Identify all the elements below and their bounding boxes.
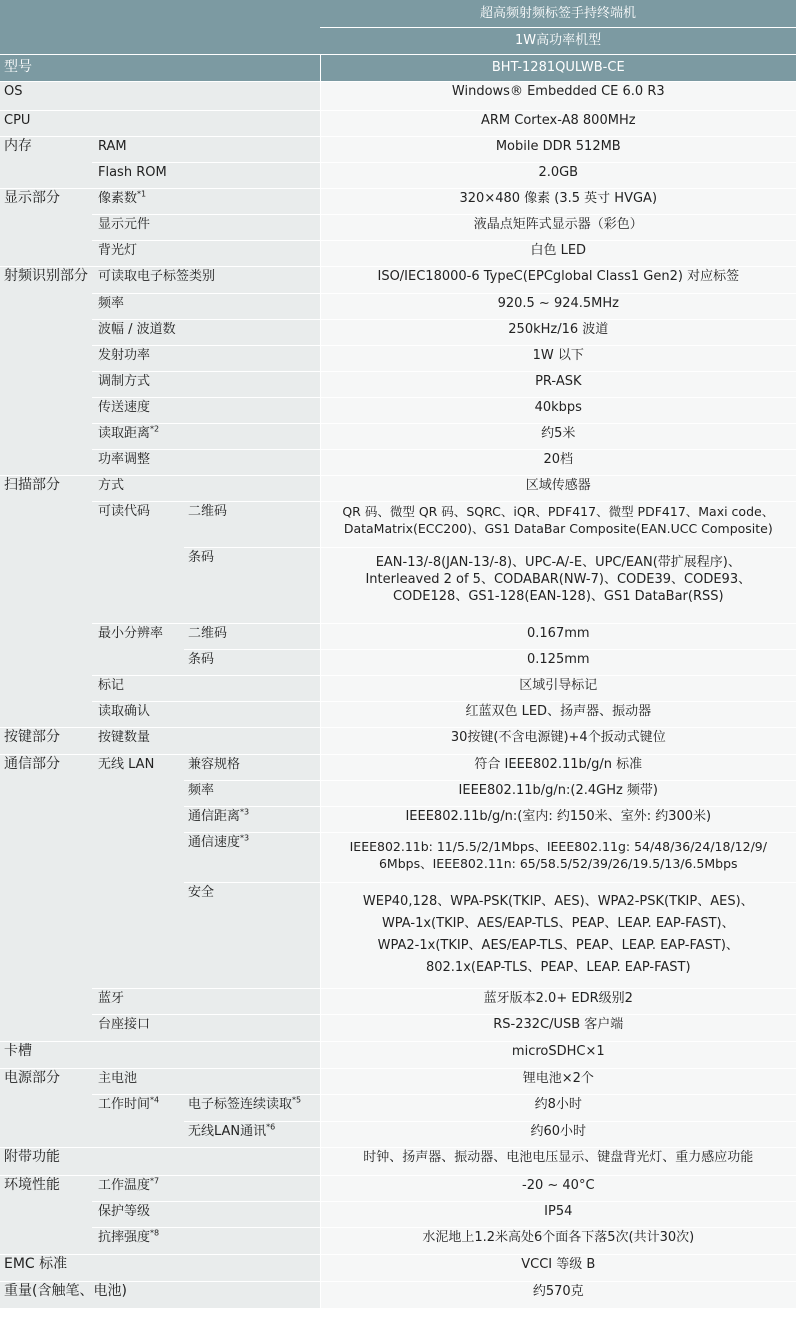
worktime-label-text: 工作时间: [98, 1096, 151, 1112]
emc-label: EMC 标准: [0, 1254, 320, 1281]
battery-label: 主电池: [92, 1068, 320, 1094]
battery-value: 锂电池×2个: [320, 1068, 796, 1094]
marker-value: 区域引导标记: [320, 675, 796, 701]
min-res-bar-value: 0.125mm: [320, 649, 796, 675]
rfid-adjust-row: [0, 449, 796, 475]
cpu-label: CPU: [0, 110, 320, 136]
rfid-speed-label: 传送速度: [92, 397, 320, 423]
emc-value: VCCI 等级 B: [320, 1254, 796, 1281]
rfid-adjust-label: 功率调整: [92, 449, 320, 475]
wlan-freq-value: IEEE802.11b/g/n:(2.4GHz 频带): [320, 780, 796, 806]
rfid-distance-row: [0, 423, 796, 449]
pixels-label-text: 像素数: [98, 190, 138, 206]
keys-row: [0, 727, 796, 754]
rfid-modulation-row: [0, 371, 796, 397]
rfid-read-label: [184, 1094, 320, 1121]
rfid-power-value: 1W 以下: [320, 345, 796, 371]
rfid-channel-label: 波幅 / 波道数: [92, 319, 320, 345]
wlan-security-value: [320, 882, 796, 988]
protection-value: IP54: [320, 1201, 796, 1227]
extra-value: 时钟、扬声器、振动器、电池电压显示、键盘背光灯、重力感应功能: [320, 1147, 796, 1175]
wlan-rate-line: 6Mbps、IEEE802.11n: 65/58.5/52/39/26/19.5/13/6.5Mbps: [378, 855, 738, 871]
rfid-distance-value: 约5米: [320, 423, 796, 449]
wlan-compat-row: [0, 754, 796, 780]
bluetooth-label: 蓝牙: [92, 988, 320, 1014]
weight-label: 重量(含触笔、电池): [0, 1281, 320, 1308]
drop-label-text: 抗摔强度: [98, 1229, 151, 1245]
rfid-label: 射频识别部分: [0, 266, 92, 475]
pixels-label: [92, 188, 320, 214]
code2d-label: 二维码: [184, 501, 320, 547]
flash-label: Flash ROM: [92, 162, 320, 188]
memory-label: 内存: [0, 136, 92, 188]
wlan-time-footnote: *6: [266, 1122, 276, 1132]
drop-label: [92, 1227, 320, 1254]
worktime-footnote: *4: [150, 1095, 160, 1105]
model-label: 型号: [0, 54, 320, 81]
header-row-title: [0, 0, 796, 27]
code2d-line: DataMatrix(ECC200)、GS1 DataBar Composite(EAN.UCC Composite): [343, 520, 773, 536]
rfid-distance-label: [92, 423, 320, 449]
protection-row: [0, 1201, 796, 1227]
barcode-label: 条码: [184, 547, 320, 623]
extra-row: [0, 1147, 796, 1175]
wlan-security-line: WPA2-1x(TKIP、AES/EAP-TLS、PEAP、LEAP. EAP-FAST)、: [377, 937, 739, 953]
rfid-modulation-value: PR-ASK: [320, 371, 796, 397]
temp-footnote: *7: [150, 1176, 160, 1186]
rfid-channel-value: 250kHz/16 波道: [320, 319, 796, 345]
min-res-2d-value: 0.167mm: [320, 623, 796, 649]
rfid-freq-row: [0, 293, 796, 319]
slot-label: 卡槽: [0, 1041, 320, 1068]
min-res-2d-row: [0, 623, 796, 649]
drop-row: [0, 1227, 796, 1254]
slot-row: [0, 1041, 796, 1068]
wlan-range-label: [184, 806, 320, 832]
flash-row: [0, 162, 796, 188]
rfid-speed-row: [0, 397, 796, 423]
keys-label: 按键部分: [0, 727, 92, 754]
keys-count-value: 30按键(不含电源键)+4个扳动式键位: [320, 727, 796, 754]
cpu-row: [0, 110, 796, 136]
cradle-row: [0, 1014, 796, 1041]
barcode-line: EAN-13/-8(JAN-13/-8)、UPC-A/-E、UPC/EAN(带扩展程序)、: [375, 554, 741, 570]
temp-label: [92, 1175, 320, 1201]
confirm-value: 红蓝双色 LED、扬声器、振动器: [320, 701, 796, 727]
backlight-label: 背光灯: [92, 240, 320, 266]
env-label: 环境性能: [0, 1175, 92, 1254]
scan-label: 扫描部分: [0, 475, 92, 727]
display-element-label: 显示元件: [92, 214, 320, 240]
worktime-label: [92, 1094, 184, 1147]
weight-value: 约570克: [320, 1281, 796, 1308]
emc-row: [0, 1254, 796, 1281]
wlan-time-value: 约60小时: [320, 1121, 796, 1147]
rfid-channel-row: [0, 319, 796, 345]
wlan-rate-value: [320, 832, 796, 882]
rfid-power-label: 发射功率: [92, 345, 320, 371]
backlight-row: [0, 240, 796, 266]
min-res-label: 最小分辨率: [92, 623, 184, 675]
display-label: 显示部分: [0, 188, 92, 266]
marker-row: [0, 675, 796, 701]
rfid-distance-footnote: *2: [150, 424, 160, 434]
temp-label-text: 工作温度: [98, 1177, 151, 1193]
rfid-adjust-value: 20档: [320, 449, 796, 475]
codes-label: 可读代码: [92, 501, 184, 623]
rfid-freq-value: 920.5 ~ 924.5MHz: [320, 293, 796, 319]
wlan-compat-value: 符合 IEEE802.11b/g/n 标准: [320, 754, 796, 780]
rfid-tag-type-label: 可读取电子标签类别: [92, 266, 320, 293]
temp-row: [0, 1175, 796, 1201]
comm-label: 通信部分: [0, 754, 92, 1041]
ram-label: RAM: [92, 136, 320, 162]
header-subtitle: 1W高功率机型: [320, 27, 796, 54]
rfid-distance-label-text: 读取距离: [98, 425, 151, 441]
wlan-freq-label: 频率: [184, 780, 320, 806]
pixels-row: [0, 188, 796, 214]
worktime-rfid-row: [0, 1094, 796, 1121]
confirm-label: 读取确认: [92, 701, 320, 727]
ram-value: Mobile DDR 512MB: [320, 136, 796, 162]
pixels-value: 320×480 像素 (3.5 英寸 HVGA): [320, 188, 796, 214]
wlan-time-label-text: 无线LAN通讯: [188, 1123, 267, 1139]
rfid-read-label-text: 电子标签连续读取: [188, 1096, 293, 1112]
slot-value: microSDHC×1: [320, 1041, 796, 1068]
wlan-rate-line: IEEE802.11b: 11/5.5/2/1Mbps、IEEE802.11g: 54/48/36/24/18/12/9/: [349, 838, 767, 854]
wlan-label: 无线 LAN: [92, 754, 184, 988]
os-value: Windows® Embedded CE 6.0 R3: [320, 81, 796, 110]
rfid-tag-type-row: [0, 266, 796, 293]
header-title: 超高频射频标签手持终端机: [320, 0, 796, 27]
marker-label: 标记: [92, 675, 320, 701]
confirm-row: [0, 701, 796, 727]
keys-count-label: 按键数量: [92, 727, 320, 754]
wlan-rate-footnote: *3: [240, 833, 250, 843]
wlan-range-label-text: 通信距离: [188, 808, 241, 824]
code2d-row: [0, 501, 796, 547]
protection-label: 保护等级: [92, 1201, 320, 1227]
rfid-tag-type-value: ISO/IEC18000-6 TypeC(EPCglobal Class1 Gen2) 对应标签: [320, 266, 796, 293]
flash-value: 2.0GB: [320, 162, 796, 188]
wlan-rate-label-text: 通信速度: [188, 834, 241, 850]
model-value: BHT-1281QULWB-CE: [320, 54, 796, 81]
wlan-security-label: 安全: [184, 882, 320, 988]
rfid-power-row: [0, 345, 796, 371]
wlan-time-label: [184, 1121, 320, 1147]
cradle-label: 台座接口: [92, 1014, 320, 1041]
min-res-bar-label: 条码: [184, 649, 320, 675]
cpu-value: ARM Cortex-A8 800MHz: [320, 110, 796, 136]
power-label: 电源部分: [0, 1068, 92, 1147]
rfid-speed-value: 40kbps: [320, 397, 796, 423]
rfid-read-footnote: *5: [292, 1095, 302, 1105]
wlan-security-line: WPA-1x(TKIP、AES/EAP-TLS、PEAP、LEAP. EAP-FAST)、: [381, 915, 735, 931]
temp-value: -20 ~ 40°C: [320, 1175, 796, 1201]
battery-row: [0, 1068, 796, 1094]
backlight-value: 白色 LED: [320, 240, 796, 266]
barcode-line: Interleaved 2 of 5、CODABAR(NW-7)、CODE39、CODE93、: [365, 571, 752, 587]
weight-row: [0, 1281, 796, 1308]
drop-footnote: *8: [150, 1228, 160, 1238]
wlan-range-value: IEEE802.11b/g/n:(室内: 约150米、室外: 约300米): [320, 806, 796, 832]
model-row: [0, 54, 796, 81]
drop-value: 水泥地上1.2米高处6个面各下落5次(共计30次): [320, 1227, 796, 1254]
cradle-value: RS-232C/USB 客户端: [320, 1014, 796, 1041]
scan-method-label: 方式: [92, 475, 320, 501]
display-element-value: 液晶点矩阵式显示器（彩色）: [320, 214, 796, 240]
wlan-compat-label: 兼容规格: [184, 754, 320, 780]
extra-label: 附带功能: [0, 1147, 320, 1175]
barcode-line: CODE128、GS1-128(EAN-128)、GS1 DataBar(RSS): [392, 588, 724, 604]
rfid-freq-label: 频率: [92, 293, 320, 319]
scan-method-value: 区域传感器: [320, 475, 796, 501]
os-row: [0, 81, 796, 110]
os-label: OS: [0, 81, 320, 110]
barcode-value: [320, 547, 796, 623]
bluetooth-row: [0, 988, 796, 1014]
wlan-range-footnote: *3: [240, 807, 250, 817]
header-corner: [0, 0, 320, 54]
scan-method-row: [0, 475, 796, 501]
pixels-footnote: *1: [137, 189, 147, 199]
wlan-security-line: WEP40,128、WPA-PSK(TKIP、AES)、WPA2-PSK(TKIP、AES)、: [362, 893, 754, 909]
wlan-security-line: 802.1x(EAP-TLS、PEAP、LEAP. EAP-FAST): [425, 959, 691, 975]
wlan-rate-label: [184, 832, 320, 882]
ram-row: [0, 136, 796, 162]
bluetooth-value: 蓝牙版本2.0+ EDR级别2: [320, 988, 796, 1014]
code2d-line: QR 码、微型 QR 码、SQRC、iQR、PDF417、微型 PDF417、Maxi code、: [342, 503, 775, 519]
display-element-row: [0, 214, 796, 240]
rfid-read-value: 约8小时: [320, 1094, 796, 1121]
code2d-value: [320, 501, 796, 547]
min-res-2d-label: 二维码: [184, 623, 320, 649]
rfid-modulation-label: 调制方式: [92, 371, 320, 397]
